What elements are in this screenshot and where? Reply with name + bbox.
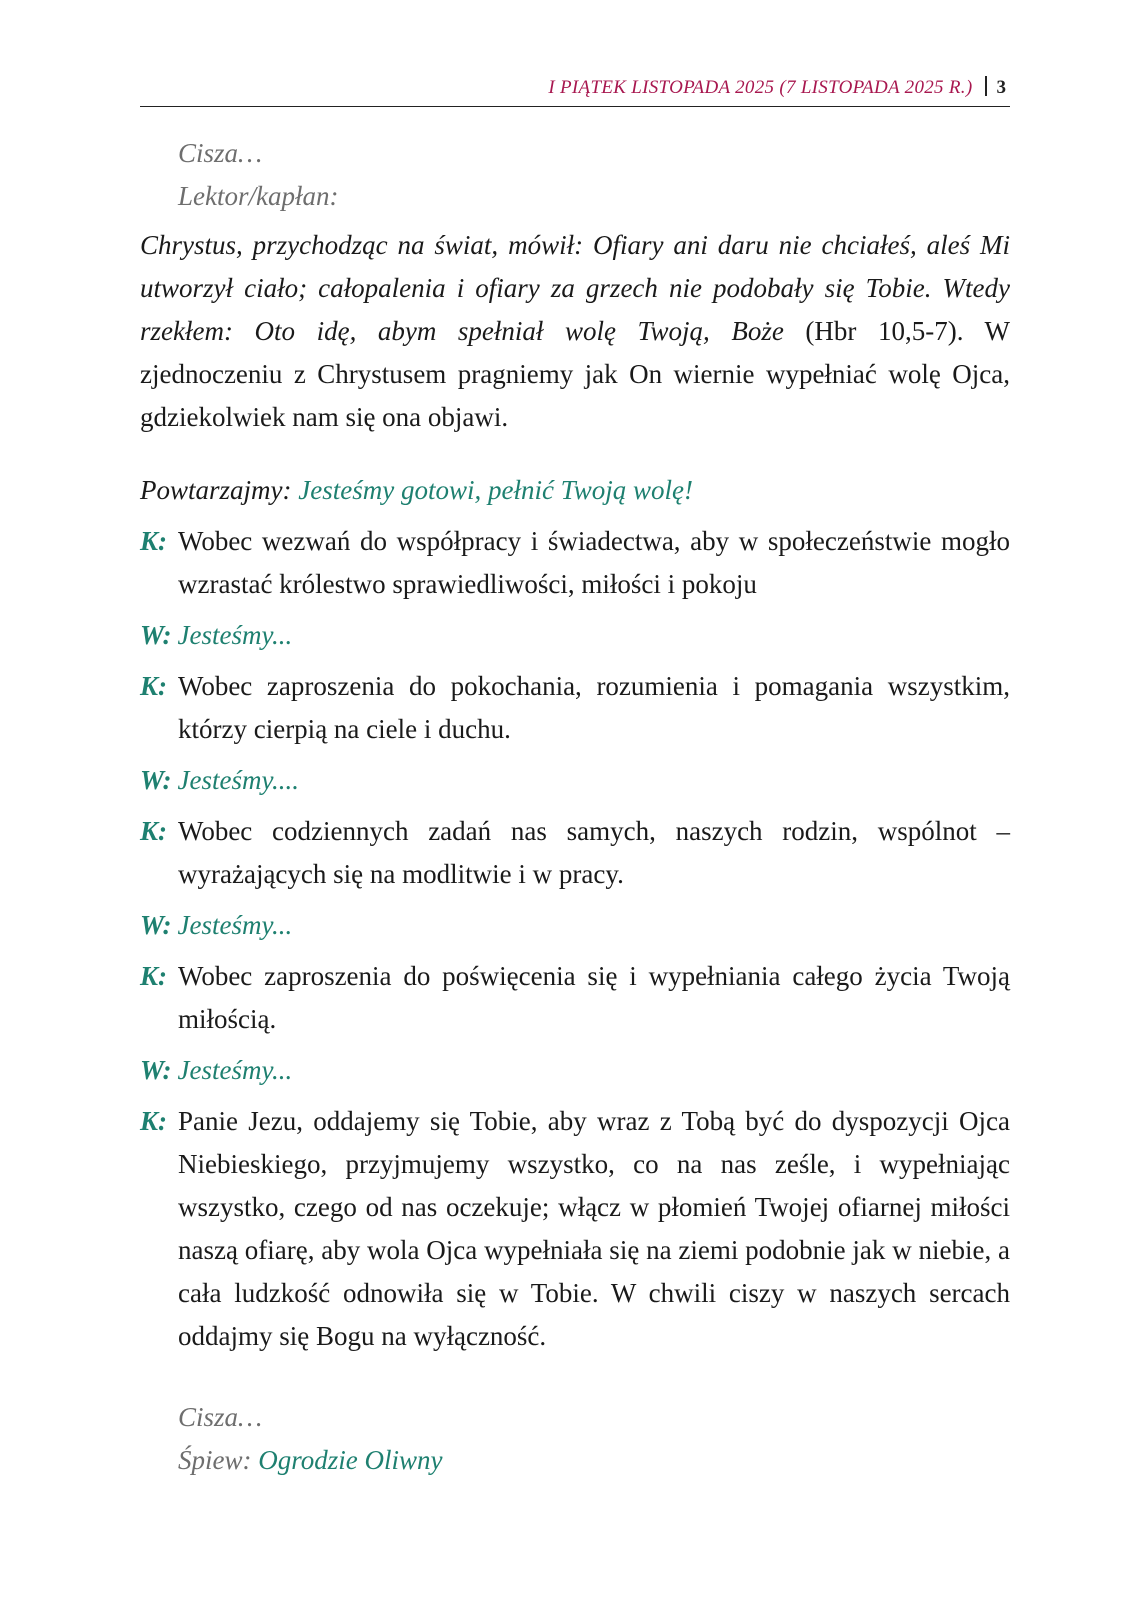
silence-note: Cisza… [178,1402,263,1432]
response-text: Jesteśmy... [177,910,293,940]
w-label: W: [140,910,172,940]
silence-note: Cisza… [178,138,263,168]
scripture-reference: (Hbr 10,5-7). [783,316,964,346]
w-label: W: [140,765,172,795]
repeat-label: Powtarzajmy: [140,475,299,505]
w-label: W: [140,620,172,650]
scripture-quote: Chrystus, przychodząc na świat, mówił: Ofiary ani daru nie chciałeś, aleś Mi utworzył ciało; całopalenia i ofiary za grzech nie podobały się Tobie. Wtedy rzekłem: Oto idę, abym spełniał wolę Twoją, Boże [140,230,1010,346]
header-separator [985,76,987,96]
k-label: K: [140,961,167,991]
invocation-text: Wobec zaproszenia do pokochania, rozumienia i pomagania wszystkim, którzy cierpią na ciele i duchu. [178,671,1010,744]
k-label: K: [140,526,167,556]
k-label: K: [140,1106,167,1136]
response-text: Jesteśmy... [177,620,293,650]
litany-invocation [140,520,1010,606]
repeat-response: Jesteśmy gotowi, pełnić Twoją wolę! [298,475,693,505]
litany-response [140,614,1010,657]
invocation-text: Wobec zaproszenia do poświęcenia się i wypełniania całego życia Twoją miłością. [178,961,1010,1034]
scripture-paragraph [140,224,1010,439]
k-label: K: [140,671,167,701]
reader-label: Lektor/kapłan: [178,181,339,211]
litany-response [140,759,1010,802]
page-header [140,76,1010,107]
litany-invocation [140,810,1010,896]
final-prayer [140,1100,1010,1358]
final-prayer-text: Panie Jezu, oddajemy się Tobie, aby wraz z Tobą być do dyspozycji Ojca Niebieskiego, przyjmujemy wszystko, co na nas ześle, i wypełniając wszystko, czego od nas oczekuje; włącz w płomień Twojej ofiarnej miłości naszą ofiarę, aby wola Ojca wypełniała się na ziemi podobnie jak w niebie, a cała ludzkość odnowiła się w Tobie. W chwili ciszy w naszych sercach oddajmy się Bogu na wyłączność. [178,1106,1010,1351]
song-line [140,1439,1010,1482]
repeat-instruction [140,469,1010,512]
litany-invocation [140,955,1010,1041]
response-text: Jesteśmy... [177,1055,293,1085]
page-number: 3 [996,77,1006,98]
w-label: W: [140,1055,172,1085]
song-title: Ogrodzie Oliwny [258,1445,443,1475]
header-title: I PIĄTEK LISTOPADA 2025 (7 LISTOPADA 2025 R.) [548,77,973,98]
litany-response [140,904,1010,947]
k-label: K: [140,816,167,846]
litany-response [140,1049,1010,1092]
song-label: Śpiew: [178,1445,259,1475]
response-text: Jesteśmy.... [177,765,299,795]
reflection-text: W zjednoczeniu z Chrystusem pragniemy jak On wiernie wypełniać wolę Ojca, gdziekolwiek nam się ona objawi. [140,316,1011,432]
invocation-text: Wobec wezwań do współpracy i świadectwa, aby w społeczeństwie mogło wzrastać królestwo sprawiedliwości, miłości i pokoju [178,526,1010,599]
page-content [140,132,1010,1482]
litany-invocation [140,665,1010,751]
invocation-text: Wobec codziennych zadań nas samych, naszych rodzin, wspólnot – wyrażających się na modlitwie i w pracy. [178,816,1010,889]
